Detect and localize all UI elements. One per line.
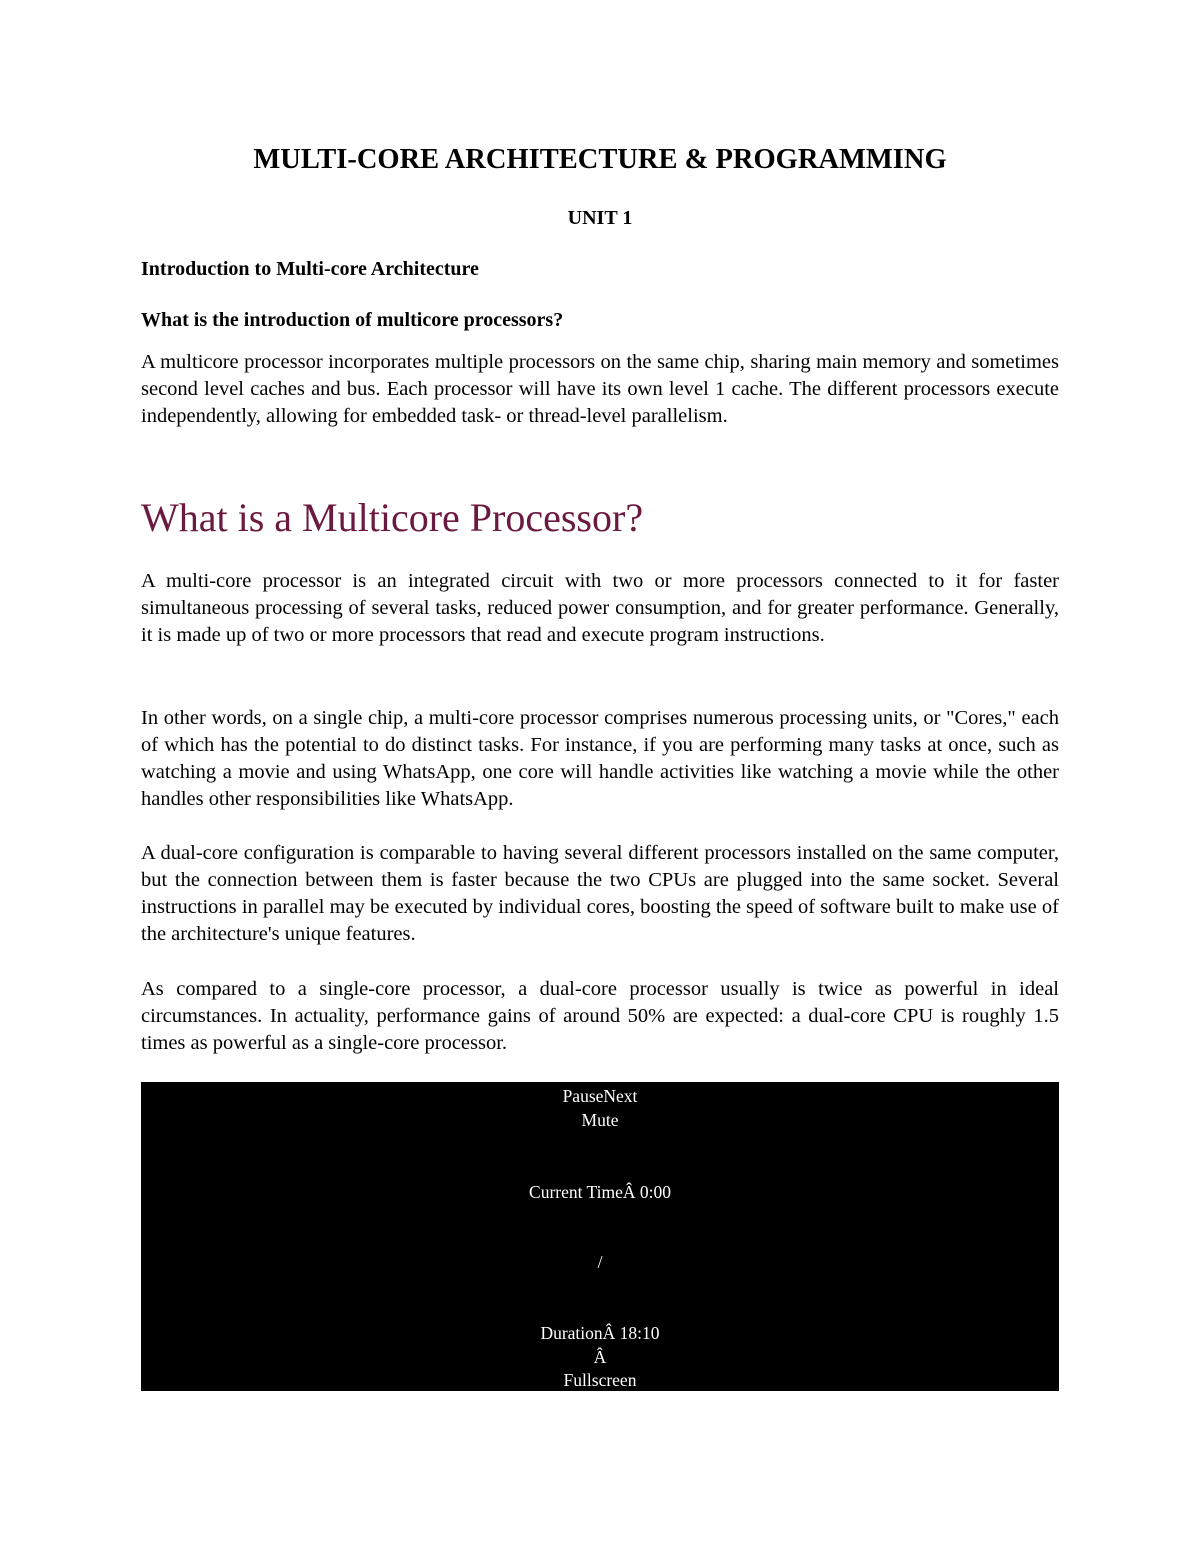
question-heading: What is the introduction of multicore processors?: [141, 309, 564, 331]
mute-button[interactable]: Mute: [581, 1110, 619, 1130]
stray-character: Â: [593, 1347, 607, 1367]
fullscreen-button[interactable]: Fullscreen: [563, 1370, 637, 1390]
duration-display: DurationÂ 18:10: [540, 1323, 660, 1343]
section-heading: What is a Multicore Processor?: [141, 495, 644, 540]
document-title: MULTI-CORE ARCHITECTURE & PROGRAMMING: [253, 144, 947, 175]
paragraph-definition: A multi-core processor is an integrated circuit with two or more processors connected to it for faster simultaneous processing of several tasks, reduced power consumption, and for greater performance. Generally, it is made up of two or more processors that read and execute program instructions.: [141, 570, 1059, 646]
video-player[interactable]: [141, 1082, 1059, 1391]
paragraph-dual-core: A dual-core configuration is comparable to having several different processors installed on the same computer, but the connection between them is faster because the two CPUs are plugged into the same socket. Several instructions in parallel may be executed by individual cores, boosting the speed of software built to make use of the architecture's unique features.: [141, 842, 1059, 945]
time-separator: /: [597, 1252, 603, 1272]
paragraph-other-words: In other words, on a single chip, a multi-core processor comprises numerous processing units, or "Cores," each of which has the potential to do distinct tasks. For instance, if you are performing many tasks at once, such as watching a movie and using WhatsApp, one core will handle activities like watching a movie while the other handles other responsibilities like WhatsApp.: [141, 707, 1059, 810]
unit-heading: UNIT 1: [567, 207, 633, 229]
intro-heading: Introduction to Multi-core Architecture: [141, 258, 479, 280]
current-time-display: Current TimeÂ 0:00: [529, 1182, 671, 1202]
pause-next-button[interactable]: PauseNext: [562, 1086, 638, 1106]
paragraph-comparison: As compared to a single-core processor, a dual-core processor usually is twice as powerful in ideal circumstances. In actuality, performance gains of around 50% are expected: a dual-core CPU is roughly 1.5 times as powerful as a single-core processor.: [141, 978, 1059, 1054]
paragraph-intro: A multicore processor incorporates multiple processors on the same chip, sharing main memory and sometimes second level caches and bus. Each processor will have its own level 1 cache. The different processors execute independently, allowing for embedded task- or thread-level parallelism.: [141, 351, 1059, 427]
